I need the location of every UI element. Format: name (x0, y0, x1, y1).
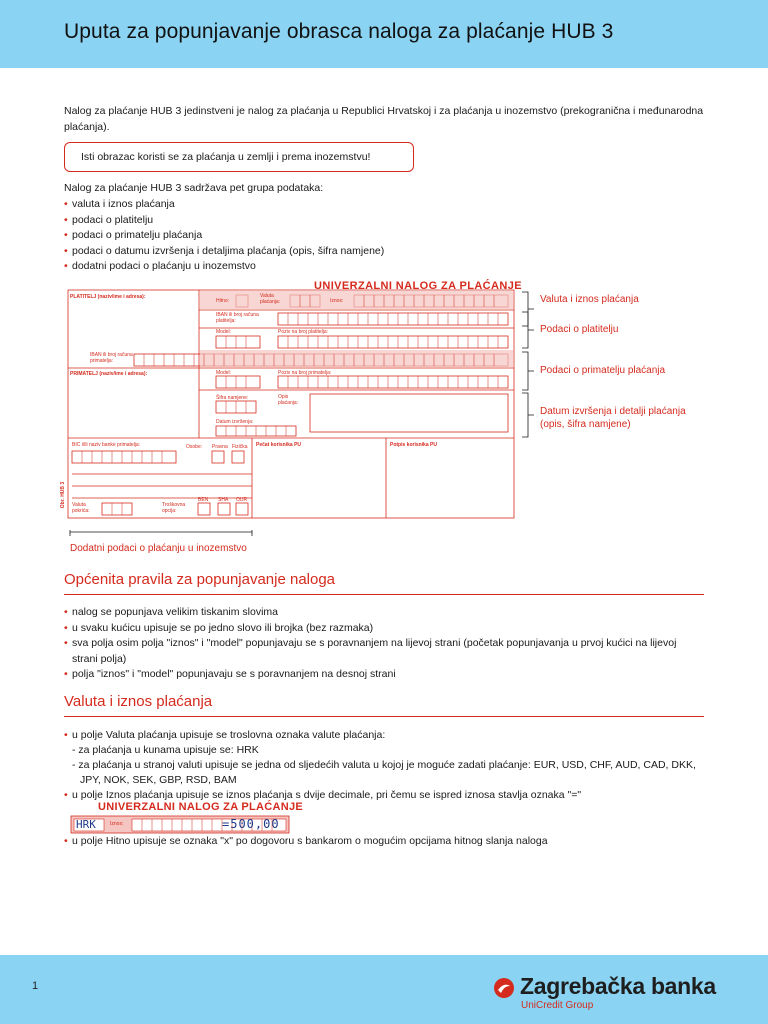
iban-platitelja-label: IBAN ili broj računa platitelja: (216, 312, 259, 324)
iban-primatelja-label: IBAN ili broj računa primatelja: (90, 352, 133, 364)
list-item: • podaci o platitelju (64, 213, 464, 229)
example-title: UNIVERZALNI NALOG ZA PLAĆANJE (98, 801, 304, 813)
model-platitelja-label: Model: (216, 329, 232, 335)
list-item: • valuta i iznos plaćanja (64, 197, 464, 213)
poziv-primatelja-label: Poziv na broj primatelja: (278, 370, 332, 376)
unicredit-logo-icon (493, 977, 515, 999)
page-number: 1 (32, 980, 39, 992)
opis-placanja-label: Opis plaćanja: (278, 394, 299, 406)
example-iznos-label: Iznos: (110, 821, 124, 827)
troskovna-opcija-label: Troškovna opcija: (162, 502, 186, 514)
currency-sub-2b: JPY, NOK, SEK, GBP, RSD, BAM (80, 774, 237, 786)
callout-box (64, 142, 414, 172)
sha-label: SHA (218, 497, 229, 503)
groups-list (64, 197, 464, 275)
list-item: • u polje Valuta plaćanja upisuje se troslovna oznaka valute plaćanja: (64, 728, 704, 744)
currency-heading: Valuta i iznos plaćanja (64, 693, 213, 710)
amount-example (70, 801, 304, 835)
annotation-valuta: Valuta i iznos plaćanja (540, 294, 639, 305)
list-item: • dodatni podaci o plaćanju u inozemstvo (64, 259, 464, 275)
annotation-primatelj: Podaci o primatelju plaćanja (540, 365, 666, 376)
annotation-dodatni: Dodatni podaci o plaćanju u inozemstvo (70, 543, 247, 554)
bank-logo (493, 970, 716, 1018)
list-item: • sva polja osim polja "iznos" i "model" popunjavaju se s poravnanjem na lijevoj strani (početak popunjavanja u prvoj kućici na lijevoj strani polja) (64, 636, 704, 667)
primatelj-label: PRIMATELJ (naziv/ime i adresa): (70, 371, 148, 377)
list-item: • podaci o primatelju plaćanja (64, 228, 464, 244)
model-primatelja-label: Model: (216, 370, 232, 376)
platitelj-label: PLATITELJ (naziv/ime i adresa): (70, 294, 146, 300)
rules-divider (64, 594, 704, 595)
poziv-platitelja-label: Poziv na broj platitelja: (278, 329, 329, 335)
list-item: • polja "iznos" i "model" popunjavaju se s poravnanjem na desnoj strani (64, 667, 704, 683)
example-amount: =500,00 (222, 817, 280, 831)
ben-label: BEN (198, 497, 209, 503)
groups-lead: Nalog za plaćanje HUB 3 sadržava pet grupa podataka: (64, 182, 324, 194)
example-currency: HRK (76, 818, 96, 831)
payment-form-illustration (60, 278, 704, 558)
list-item: • nalog se popunjava velikim tiskanim slovima (64, 605, 704, 621)
sifra-namjene-label: Šifra namjene: (216, 395, 249, 401)
pecat-label: Pečat korisnika PU (256, 442, 302, 448)
currency-list-1 (64, 728, 704, 744)
intro-paragraph: Nalog za plaćanje HUB 3 jedinstveni je nalog za plaćanja u Republici Hrvatskoj i za plaćanja u inozemstvo (prekogranična i međunarodna plaćanja). (64, 105, 704, 133)
fizicka-label: Fizička (232, 444, 248, 450)
pravna-label: Pravna (212, 444, 228, 450)
dodatni-bracket (70, 530, 252, 536)
callout-text: Isti obrazac koristi se za plaćanja u zemlji i prema inozemstvu! (81, 151, 371, 163)
list-item: • u polje Iznos plaćanja upisuje se iznos plaćanja s dvije decimale, pri čemu se ispred iznosa stavlja oznaka "=" (64, 788, 704, 804)
bic-label: BIC i/ili naziv banke primatelja: (72, 442, 141, 448)
currency-sub-2a: - za plaćanja u stranoj valuti upisuje se jedna od sljedećih valuta u kojoj je moguće zadati plaćanje: EUR, USD, CHF, AUD, CAD, DKK, (72, 759, 696, 771)
hitno-label: Hitno: (216, 298, 230, 304)
list-item: • podaci o datumu izvršenja i detaljima plaćanja (opis, šifra namjene) (64, 244, 464, 260)
primatelj-bracket (522, 352, 534, 390)
form-side-code: Obr. HUB 3 (60, 481, 67, 509)
bank-name: Zagrebačka banka (520, 973, 716, 999)
potpis-label: Potpis korisnika PU (390, 442, 437, 448)
annotation-platitelj: Podaci o platitelju (540, 324, 619, 335)
rules-heading: Općenita pravila za popunjavanje naloga (64, 571, 336, 588)
bank-group: UniCredit Group (521, 1000, 594, 1011)
platitelj-bracket (522, 312, 534, 348)
valuta-placanja-label: Valuta plaćanja: (260, 293, 281, 305)
currency-sub-1: - za plaćanja u kunama upisuje se: HRK (72, 744, 259, 756)
osobe-label: Osobe: (186, 444, 203, 450)
rules-list (64, 605, 704, 683)
document-title: Uputa za popunjavanje obrasca naloga za plaćanje HUB 3 (64, 20, 614, 43)
datum-izvrsenja-label: Datum izvršenja: (216, 419, 254, 425)
valuta-pokrica-label: Valuta pokrića: (72, 502, 90, 514)
list-item: • u svaku kućicu upisuje se po jedno slovo ili brojka (bez razmaka) (64, 621, 704, 637)
annotation-datum-line1: Datum izvršenja i detalji plaćanja (540, 406, 686, 417)
currency-list-3 (64, 834, 704, 850)
form-title: UNIVERZALNI NALOG ZA PLAĆANJE (314, 280, 522, 292)
currency-divider (64, 716, 704, 717)
our-label: OUR (236, 497, 248, 503)
annotation-datum-line2: (opis, šifra namjene) (540, 419, 631, 430)
datum-bracket (522, 393, 534, 437)
list-item: • u polje Hitno upisuje se oznaka "x" po dogovoru s bankarom o mogućim opcijama hitnog slanja naloga (64, 834, 704, 850)
iznos-label: Iznos: (330, 298, 344, 304)
